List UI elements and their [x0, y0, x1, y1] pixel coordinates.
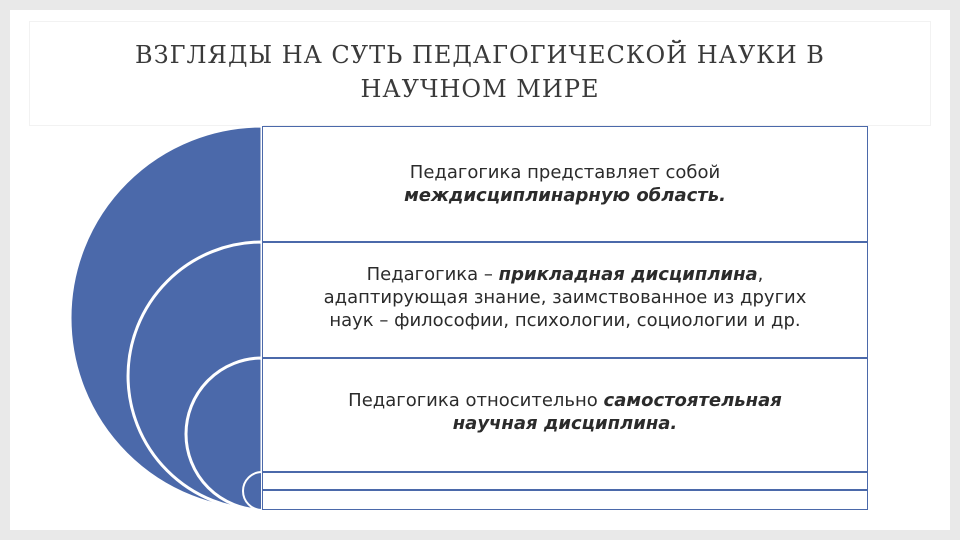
statement-1-tail: .: [719, 185, 726, 206]
statement-3-emphasis-2: научная дисциплина: [452, 413, 671, 434]
statement-3-tail: .: [670, 413, 678, 434]
statement-2-line-3: наук – философии, психологии, социологии и др.: [329, 310, 801, 331]
statement-2-line-2: адаптирующая знание, заимствованное из других: [323, 287, 807, 308]
statement-2-tail: ,: [757, 264, 764, 285]
statement-1-line-1: Педагогика представляет собой: [409, 162, 721, 183]
statement-3-lead: Педагогика относительно: [348, 390, 604, 411]
statement-2-emphasis: прикладная дисциплина: [498, 264, 758, 285]
statement-1-emphasis: междисциплинарную область: [404, 185, 720, 206]
statement-box-1: [262, 126, 868, 242]
statement-2-lead: Педагогика –: [366, 264, 499, 285]
empty-box-5: [262, 490, 868, 510]
empty-box-4: [262, 472, 868, 490]
statement-box-2: [262, 242, 868, 358]
statement-box-3: [262, 358, 868, 472]
statement-3-emphasis-1: самостоятельная: [603, 390, 782, 411]
slide-title: ВЗГЛЯДЫ НА СУТЬ ПЕДАГОГИЧЕСКОЙ НАУКИ В НАУЧНОМ МИРЕ: [135, 41, 825, 103]
